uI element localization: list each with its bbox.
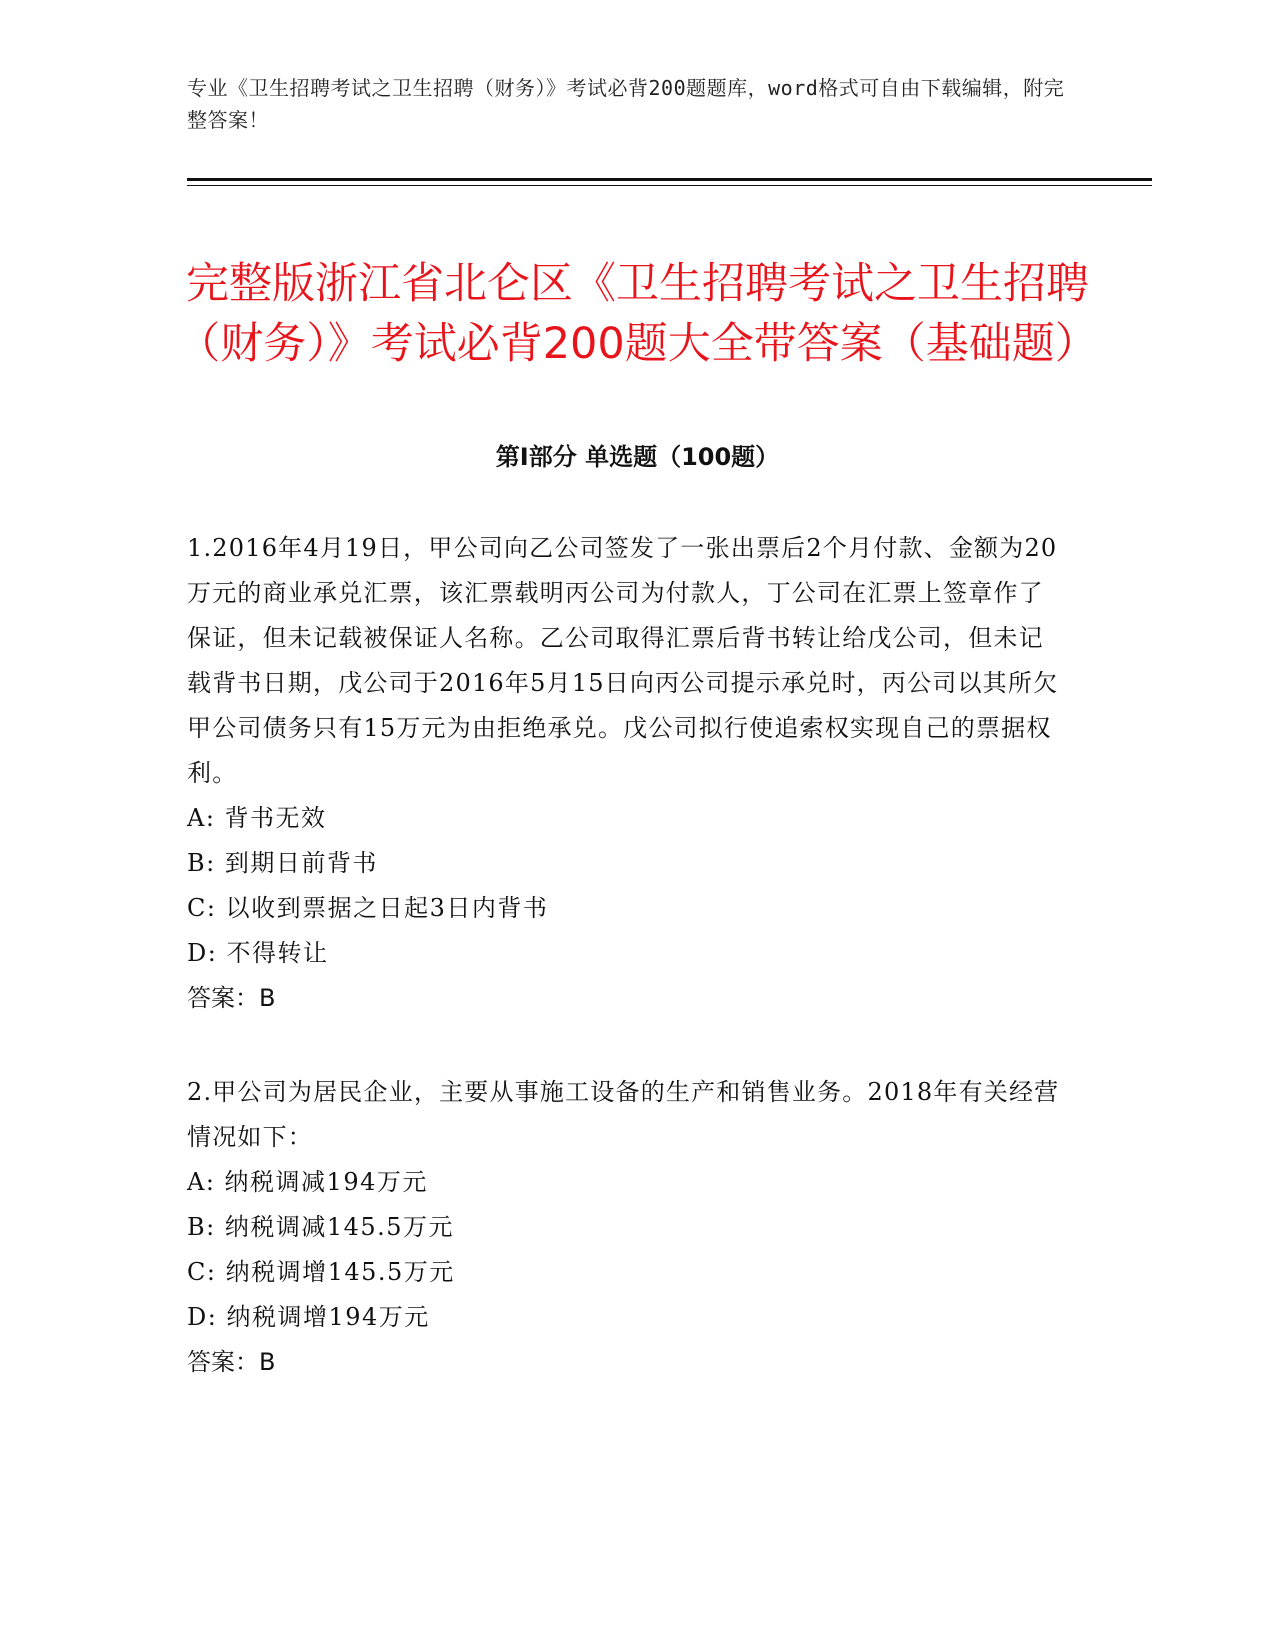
section-heading: 第I部分 单选题（100题） <box>495 443 780 471</box>
option-d: D: 纳税调增194万元 <box>187 1303 430 1331</box>
option-b: B: 到期日前背书 <box>187 849 378 877</box>
option-c: C: 以收到票据之日起3日内背书 <box>187 894 549 922</box>
header-divider-thin <box>187 185 1152 186</box>
answer: 答案：B <box>187 984 276 1012</box>
header-note: 专业《卫生招聘考试之卫生招聘（财务）》考试必背200题题库，word格式可自由下载编辑，附完整答案！ <box>187 76 1065 132</box>
question-text: 1.2016年4月19日，甲公司向乙公司签发了一张出票后2个月付款、金额为20万元的商业承兑汇票，该汇票载明丙公司为付款人，丁公司在汇票上签章作了保证，但未记载被保证人名称。乙公司取得汇票后背书转让给戊公司，但未记载背书日期，戊公司于2016年5月15日向丙公司提示承兑时，丙公司以其所欠甲公司债务只有15万元为由拒绝承兑。戊公司拟行使追索权实现自己的票据权利。 <box>187 534 1059 787</box>
option-d: D: 不得转让 <box>187 939 329 967</box>
document-title: 完整版浙江省北仑区《卫生招聘考试之卫生招聘（财务）》考试必背200题大全带答案（基础题） <box>177 258 1098 369</box>
option-c: C: 纳税调增145.5万元 <box>187 1258 455 1286</box>
answer: 答案：B <box>187 1348 276 1376</box>
option-b: B: 纳税调减145.5万元 <box>187 1213 455 1241</box>
question-2 <box>187 1070 1067 1385</box>
header-divider-thick <box>187 178 1152 181</box>
option-a: A: 背书无效 <box>187 804 327 832</box>
question-text: 2.甲公司为居民企业，主要从事施工设备的生产和销售业务。2018年有关经营情况如下： <box>187 1078 1060 1151</box>
option-a: A: 纳税调减194万元 <box>187 1168 428 1196</box>
question-1 <box>187 526 1067 1021</box>
